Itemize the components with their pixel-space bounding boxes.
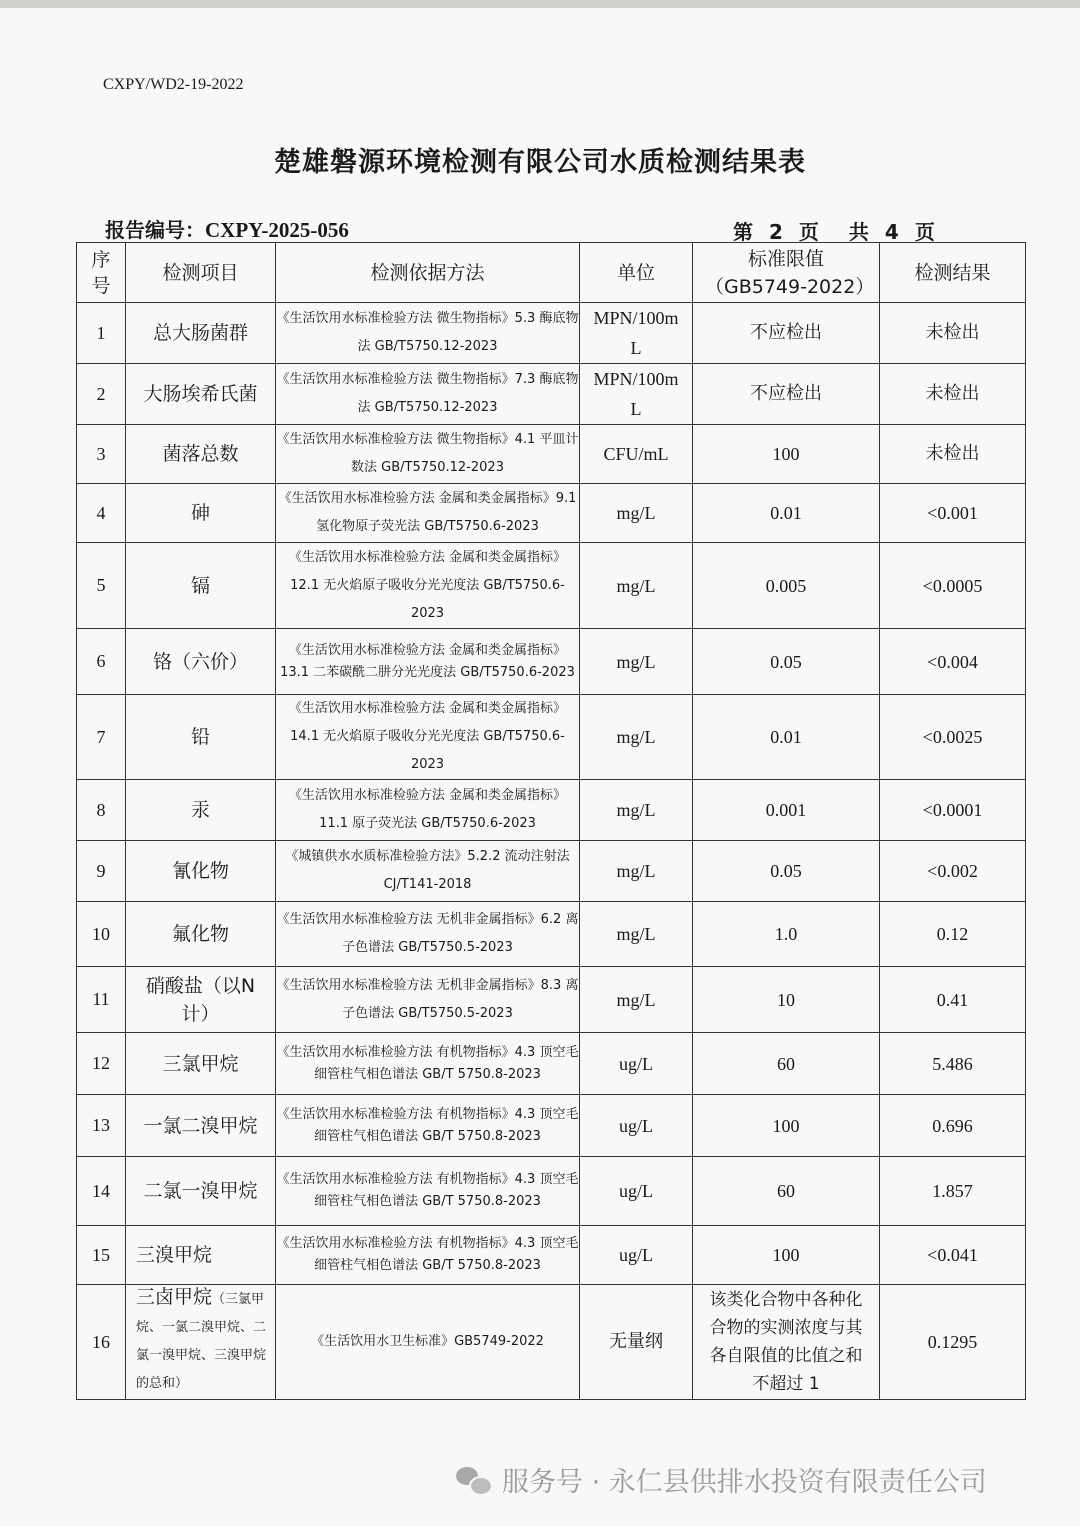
cell-item: 大肠埃希氏菌 [126, 364, 276, 425]
cell-item: 铬（六价） [126, 629, 276, 695]
cell-item: 硝酸盐（以N计） [126, 967, 276, 1033]
cell-limit: 0.005 [693, 543, 880, 629]
cell-method: 《生活饮用水标准检验方法 有机物指标》4.3 顶空毛细管柱气相色谱法 GB/T 5750.8-2023 [276, 1157, 580, 1226]
cell-method: 《生活饮用水标准检验方法 微生物指标》5.3 酶底物法 GB/T5750.12-2023 [276, 303, 580, 364]
table-row [77, 841, 1026, 902]
header-item: 检测项目 [126, 243, 276, 303]
cell-seq: 10 [77, 902, 126, 967]
cell-item: 氟化物 [126, 902, 276, 967]
cell-seq: 13 [77, 1095, 126, 1157]
cell-item: 总大肠菌群 [126, 303, 276, 364]
cell-seq: 5 [77, 543, 126, 629]
cell-limit: 60 [693, 1033, 880, 1095]
cell-method: 《生活饮用水标准检验方法 金属和类金属指标》9.1 氢化物原子荧光法 GB/T5750.6-2023 [276, 484, 580, 543]
cell-result: 0.696 [880, 1095, 1026, 1157]
cell-method: 《生活饮用水标准检验方法 微生物指标》7.3 酶底物法 GB/T5750.12-2023 [276, 364, 580, 425]
cell-limit: 100 [693, 425, 880, 484]
cell-unit: MPN/100mL [580, 303, 693, 364]
table-header-row [77, 243, 1026, 303]
table-row [77, 303, 1026, 364]
cell-unit: mg/L [580, 484, 693, 543]
wechat-icon [456, 1465, 492, 1495]
cell-limit: 不应检出 [693, 364, 880, 425]
table-row [77, 1033, 1026, 1095]
page-total-prefix: 共 [848, 220, 869, 244]
cell-unit: mg/L [580, 543, 693, 629]
cell-result: <0.004 [880, 629, 1026, 695]
cell-item-note: （三氯甲烷、一氯二溴甲烷、二氯一溴甲烷、三溴甲烷的总和） [136, 1292, 267, 1391]
cell-unit: mg/L [580, 841, 693, 902]
page-indicator [733, 216, 935, 245]
cell-result: 0.1295 [880, 1285, 1026, 1400]
table-row [77, 1157, 1026, 1226]
cell-item: 砷 [126, 484, 276, 543]
page-title: 楚雄磐源环境检测有限公司水质检测结果表 [274, 147, 806, 178]
table-row [77, 1095, 1026, 1157]
cell-unit: CFU/mL [580, 425, 693, 484]
header-limit: 标准限值（GB5749-2022） [693, 243, 880, 303]
cell-unit: mg/L [580, 780, 693, 841]
cell-item: 二氯一溴甲烷 [126, 1157, 276, 1226]
cell-method: 《生活饮用水标准检验方法 微生物指标》4.1 平皿计数法 GB/T5750.12-2023 [276, 425, 580, 484]
cell-unit: 无量纲 [580, 1285, 693, 1400]
cell-seq: 15 [77, 1226, 126, 1285]
table-row [77, 902, 1026, 967]
cell-result: 0.41 [880, 967, 1026, 1033]
cell-seq: 2 [77, 364, 126, 425]
cell-item: 三溴甲烷 [126, 1226, 276, 1285]
table-row [77, 364, 1026, 425]
cell-item [126, 1285, 276, 1400]
cell-method: 《生活饮用水标准检验方法 无机非金属指标》8.3 离子色谱法 GB/T5750.5-2023 [276, 967, 580, 1033]
cell-limit: 100 [693, 1095, 880, 1157]
header-result: 检测结果 [880, 243, 1026, 303]
cell-unit: mg/L [580, 967, 693, 1033]
cell-item-name: 三卤甲烷 [136, 1286, 213, 1308]
cell-limit: 100 [693, 1226, 880, 1285]
cell-unit: ug/L [580, 1033, 693, 1095]
cell-method: 《生活饮用水标准检验方法 有机物指标》4.3 顶空毛细管柱气相色谱法 GB/T 5750.8-2023 [276, 1033, 580, 1095]
watermark-text: 服务号 · 永仁县供排水投资有限责任公司 [502, 1467, 987, 1498]
cell-result: 未检出 [880, 303, 1026, 364]
cell-seq: 11 [77, 967, 126, 1033]
page-current: 2 [769, 220, 783, 244]
cell-result: 未检出 [880, 425, 1026, 484]
cell-seq: 16 [77, 1285, 126, 1400]
cell-limit: 0.01 [693, 695, 880, 780]
cell-result: 5.486 [880, 1033, 1026, 1095]
table-row [77, 484, 1026, 543]
cell-result: 1.857 [880, 1157, 1026, 1226]
page-prefix: 第 [733, 220, 753, 244]
cell-result: 0.12 [880, 902, 1026, 967]
cell-seq: 4 [77, 484, 126, 543]
cell-method: 《生活饮用水标准检验方法 金属和类金属指标》12.1 无火焰原子吸收分光光度法 GB/T5750.6-2023 [276, 543, 580, 629]
cell-seq: 9 [77, 841, 126, 902]
cell-limit: 0.05 [693, 629, 880, 695]
cell-seq: 7 [77, 695, 126, 780]
cell-method: 《生活饮用水标准检验方法 金属和类金属指标》11.1 原子荧光法 GB/T5750.6-2023 [276, 780, 580, 841]
cell-limit: 1.0 [693, 902, 880, 967]
cell-result: <0.041 [880, 1226, 1026, 1285]
header-method: 检测依据方法 [276, 243, 580, 303]
table-row [77, 1285, 1026, 1400]
table-row [77, 780, 1026, 841]
watermark [456, 1460, 987, 1499]
cell-item: 铅 [126, 695, 276, 780]
page-total: 4 [884, 220, 899, 244]
scan-edge [0, 0, 1080, 8]
cell-result: <0.0025 [880, 695, 1026, 780]
cell-result: <0.0005 [880, 543, 1026, 629]
cell-unit: mg/L [580, 629, 693, 695]
cell-limit: 10 [693, 967, 880, 1033]
cell-item: 三氯甲烷 [126, 1033, 276, 1095]
cell-unit: ug/L [580, 1095, 693, 1157]
cell-limit: 0.001 [693, 780, 880, 841]
results-table [76, 242, 1026, 1400]
cell-method: 《生活饮用水标准检验方法 有机物指标》4.3 顶空毛细管柱气相色谱法 GB/T 5750.8-2023 [276, 1095, 580, 1157]
cell-method: 《城镇供水水质标准检验方法》5.2.2 流动注射法 CJ/T141-2018 [276, 841, 580, 902]
table-row [77, 543, 1026, 629]
cell-method: 《生活饮用水标准检验方法 金属和类金属指标》13.1 二苯碳酰二肼分光光度法 GB/T5750.6-2023 [276, 629, 580, 695]
cell-seq: 3 [77, 425, 126, 484]
report-number-label: 报告编号： [105, 218, 205, 242]
cell-seq: 6 [77, 629, 126, 695]
cell-item: 菌落总数 [126, 425, 276, 484]
cell-item: 氰化物 [126, 841, 276, 902]
table-row [77, 425, 1026, 484]
cell-limit: 0.05 [693, 841, 880, 902]
cell-item: 汞 [126, 780, 276, 841]
cell-method: 《生活饮用水标准检验方法 金属和类金属指标》14.1 无火焰原子吸收分光光度法 GB/T5750.6-2023 [276, 695, 580, 780]
cell-result: <0.001 [880, 484, 1026, 543]
cell-unit: MPN/100mL [580, 364, 693, 425]
cell-unit: ug/L [580, 1157, 693, 1226]
cell-result: 未检出 [880, 364, 1026, 425]
header-seq: 序号 [77, 243, 126, 303]
page-total-word: 页 [914, 220, 935, 244]
cell-seq: 14 [77, 1157, 126, 1226]
cell-unit: mg/L [580, 902, 693, 967]
cell-seq: 1 [77, 303, 126, 364]
cell-unit: ug/L [580, 1226, 693, 1285]
cell-limit: 0.01 [693, 484, 880, 543]
table-row [77, 967, 1026, 1033]
cell-result: <0.002 [880, 841, 1026, 902]
report-number [105, 214, 349, 243]
header-unit: 单位 [580, 243, 693, 303]
cell-result: <0.0001 [880, 780, 1026, 841]
table-row [77, 1226, 1026, 1285]
cell-method: 《生活饮用水标准检验方法 有机物指标》4.3 顶空毛细管柱气相色谱法 GB/T 5750.8-2023 [276, 1226, 580, 1285]
cell-item: 镉 [126, 543, 276, 629]
table-row [77, 695, 1026, 780]
cell-seq: 8 [77, 780, 126, 841]
cell-method: 《生活饮用水卫生标准》GB5749-2022 [276, 1285, 580, 1400]
cell-limit: 不应检出 [693, 303, 880, 364]
cell-limit: 该类化合物中各种化合物的实测浓度与其各自限值的比值之和不超过 1 [693, 1285, 880, 1400]
cell-item: 一氯二溴甲烷 [126, 1095, 276, 1157]
document-code: CXPY/WD2-19-2022 [103, 76, 244, 93]
page-word: 页 [798, 220, 819, 244]
cell-method: 《生活饮用水标准检验方法 无机非金属指标》6.2 离子色谱法 GB/T5750.5-2023 [276, 902, 580, 967]
table-row [77, 629, 1026, 695]
report-number-value: CXPY-2025-056 [205, 218, 349, 242]
cell-limit: 60 [693, 1157, 880, 1226]
cell-seq: 12 [77, 1033, 126, 1095]
cell-unit: mg/L [580, 695, 693, 780]
